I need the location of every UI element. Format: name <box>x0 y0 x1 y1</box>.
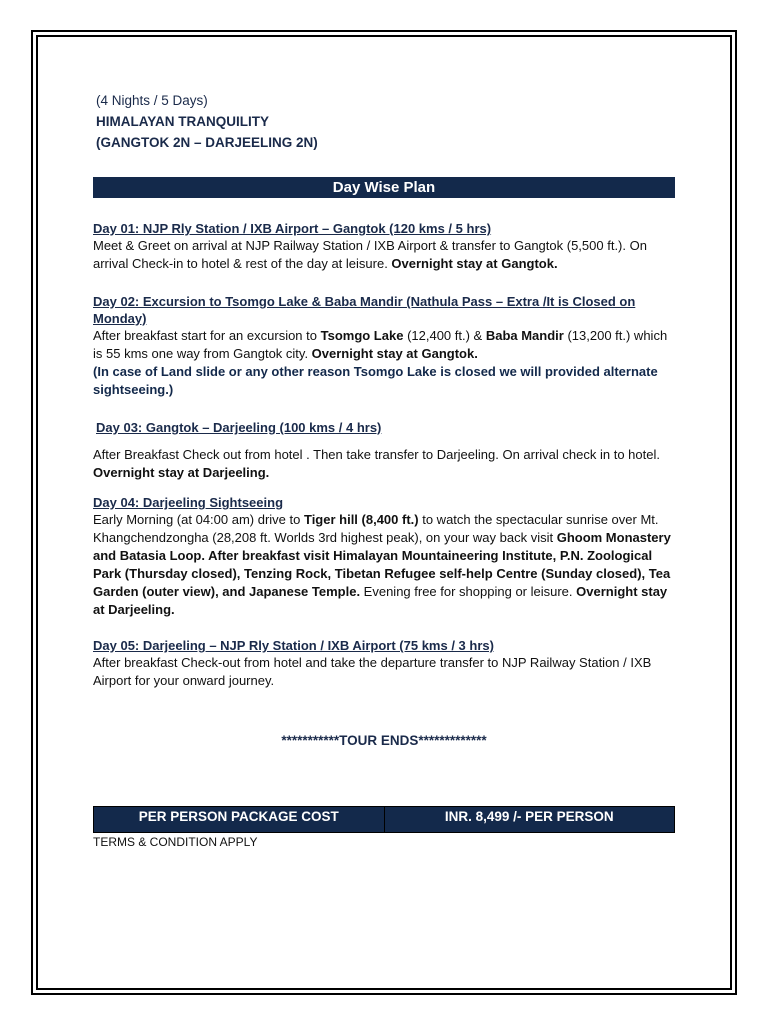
cost-value: INR. 8,499 /- PER PERSON <box>384 807 675 832</box>
day-01-overnight: Overnight stay at Gangtok. <box>391 256 558 271</box>
day-04-title: Day 04: Darjeeling Sightseeing <box>93 495 284 510</box>
day-02-note: (In case of Land slide or any other reason Tsomgo Lake is closed we will provided alternate sightseeing.) <box>93 364 658 397</box>
day-02 <box>93 293 675 399</box>
day-01-body <box>93 237 675 273</box>
day-01 <box>93 220 675 273</box>
day-02-body <box>93 327 675 363</box>
day-04-bold-2: Ghoom Monastery and Batasia Loop. After breakfast visit Himalayan Mountaineering Institute, P.N. Zoological Park (Thursday closed), Tenzing Rock, Tibetan Refugee self-help Centre (Sunday closed), Tea Garden (outer view), and Japanese Temple. <box>93 530 671 599</box>
package-name: HIMALAYAN TRANQUILITY <box>96 114 270 129</box>
day-02-text-2: (12,400 ft.) & <box>403 328 486 343</box>
day-02-text-1: After breakfast start for an excursion to <box>93 328 321 343</box>
day-02-title: Day 02: Excursion to Tsomgo Lake & Baba Mandir (Nathula Pass – Extra /It is Closed on Monday) <box>93 294 636 326</box>
cost-label: PER PERSON PACKAGE COST <box>138 809 339 824</box>
day-03-title: Day 03: Gangtok – Darjeeling (100 kms / 4 hrs) <box>96 420 382 435</box>
day-04-overnight: Overnight stay at Darjeeling. <box>93 584 668 617</box>
day-04-bold-1: Tiger hill (8,400 ft.) <box>303 512 419 527</box>
day-02-bold-1: Tsomgo Lake <box>320 328 404 343</box>
day-01-title: Day 01: NJP Rly Station / IXB Airport – Gangtok (120 kms / 5 hrs) <box>93 221 492 236</box>
day-05 <box>93 637 675 690</box>
day-04-body <box>93 511 675 619</box>
day-02-overnight: Overnight stay at Gangtok. <box>311 346 478 361</box>
package-cost-table <box>93 806 675 833</box>
package-route: (GANGTOK 2N – DARJEELING 2N) <box>96 135 318 150</box>
day-04-text-3: Evening free for shopping or leisure. <box>360 584 577 599</box>
day-03-body <box>93 446 675 482</box>
day-04 <box>93 494 675 619</box>
day-02-bold-2: Baba Mandir <box>485 328 564 343</box>
day-03-text: After Breakfast Check out from hotel . Then take transfer to Darjeeling. On arrival check in to hotel. <box>93 447 660 462</box>
day-05-body: After breakfast Check-out from hotel and take the departure transfer to NJP Railway Station / IXB Airport for your onward journey. <box>93 655 652 688</box>
day-04-text-2: to watch the spectacular sunrise over Mt. Khangchendzongha (28,208 ft. Worlds 3rd highest peak), on your way back visit <box>93 512 659 545</box>
package-duration: (4 Nights / 5 Days) <box>96 93 208 108</box>
day-03 <box>93 419 675 482</box>
itinerary-content <box>93 90 675 690</box>
day-wise-plan-banner: Day Wise Plan <box>93 177 675 198</box>
package-header <box>93 90 675 153</box>
terms-note: TERMS & CONDITION APPLY <box>93 835 258 849</box>
tour-ends: ***********TOUR ENDS************* <box>281 733 487 748</box>
day-02-text-3: (13,200 ft.) which is 55 kms one way from Gangtok city. <box>93 328 668 361</box>
day-04-text-1: Early Morning (at 04:00 am) drive to <box>93 512 304 527</box>
day-03-overnight: Overnight stay at Darjeeling. <box>93 465 270 480</box>
day-05-title: Day 05: Darjeeling – NJP Rly Station / IXB Airport (75 kms / 3 hrs) <box>93 638 494 653</box>
day-01-text: Meet & Greet on arrival at NJP Railway Station / IXB Airport & transfer to Gangtok (5,500 ft.). On arrival Check-in to hotel & rest of the day at leisure. <box>93 238 647 271</box>
